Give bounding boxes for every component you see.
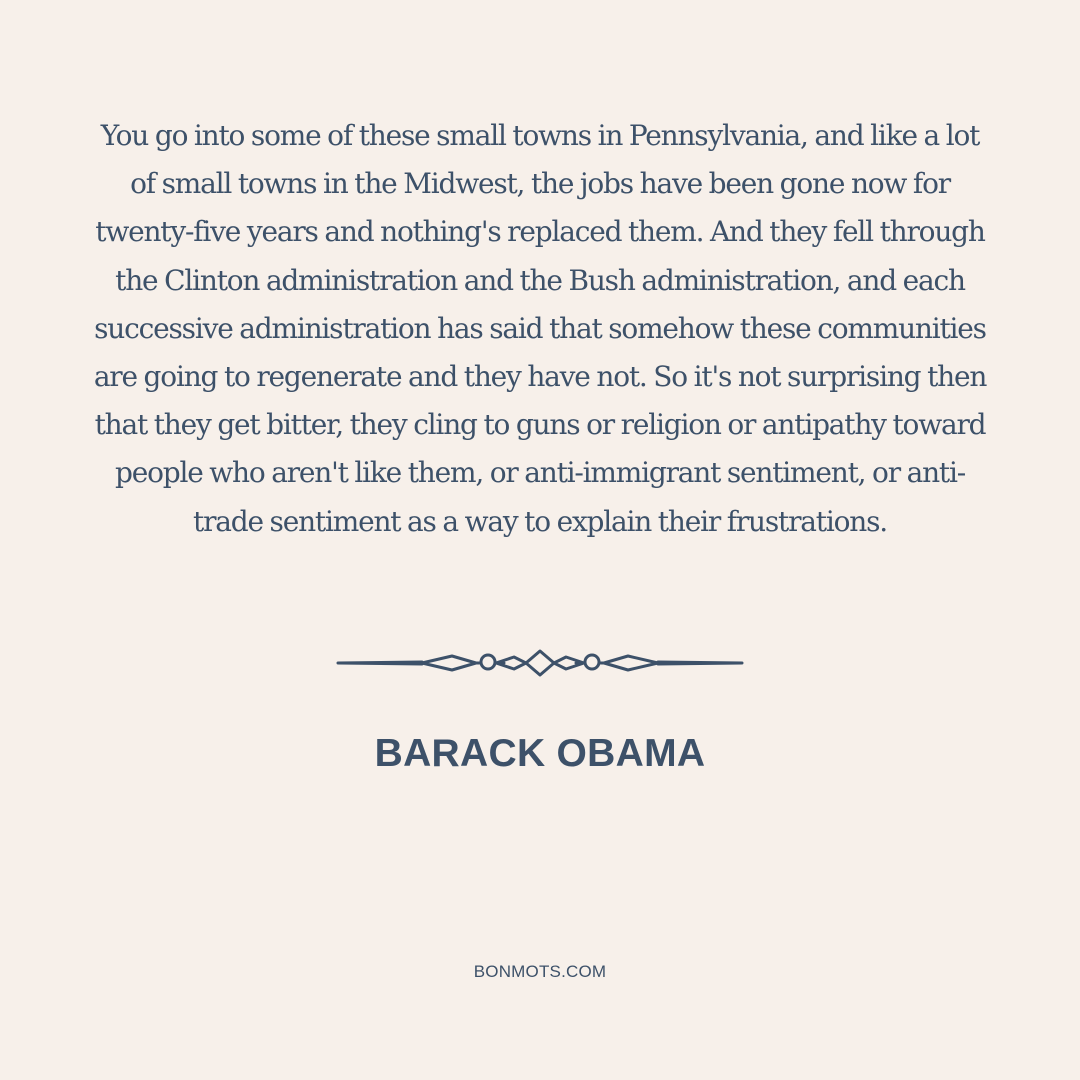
quote-text: You go into some of these small towns in Pennsylvania, and like a lot of small towns in the Midwest, the jobs have been gone now for twenty-five years and nothing's replaced them. And they fell through the Clinton administration and the Bush administration, and each successive administration has said that somehow these communities are going to regenerate and they have not. So it's not surprising then that they get bitter, they cling to guns or religion or antipathy toward people who aren't like them, or anti-immigrant sentiment, or anti-trade sentiment as a way to explain their frustrations. — [93, 119, 987, 538]
site-footer: BONMOTS.COM — [473, 962, 607, 981]
ornamental-divider-icon — [336, 646, 744, 680]
author-name: BARACK OBAMA — [374, 732, 706, 775]
